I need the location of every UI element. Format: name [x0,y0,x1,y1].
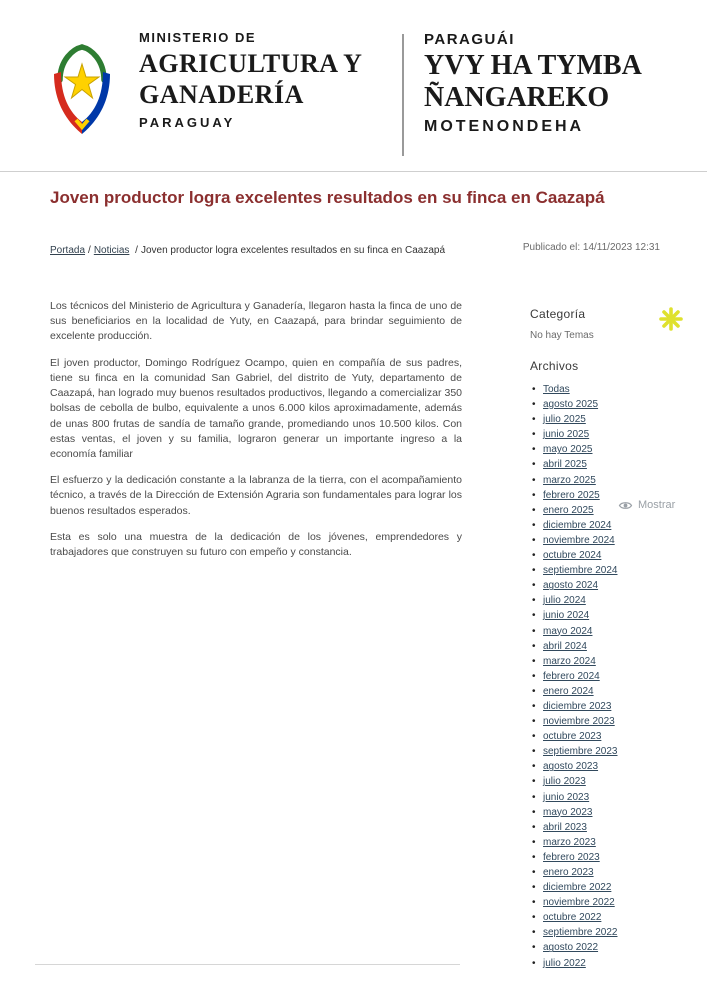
article-paragraph: El joven productor, Domingo Rodríguez Ocampo, quien en compañía de sus padres, tiene su finca en la comunidad San Gabriel, del distrito de Yuty, departamento de Caazapá, han logrado muy buenos resultados productivos, llegando a comercializar 350 bolsas de cebolla de bulbo, equivalente a unos 6.000 kilos aproximadamente, además de unas 800 frutas de sandía de tamaño grande, promediando unos 10.500 kilos. Con estas ventas, el joven y su familia, lograron generar un importante ingreso a la economía familiar [50,356,462,460]
archive-link[interactable]: junio 2024 [543,610,590,622]
article-body [50,299,462,571]
footer-divider [35,964,460,965]
archive-link[interactable]: marzo 2024 [543,655,596,667]
archive-item [530,956,675,971]
archive-link[interactable]: abril 2025 [543,459,587,471]
archive-item [530,910,675,925]
archive-item [530,382,675,397]
starburst-icon [658,306,684,332]
archive-link[interactable]: septiembre 2022 [543,927,618,939]
archive-link[interactable]: julio 2022 [543,957,586,969]
archive-link[interactable]: Todas [543,384,570,395]
archive-item [530,699,675,714]
archive-link[interactable]: abril 2023 [543,821,587,833]
archive-link[interactable]: mayo 2023 [543,806,593,818]
ministry-line4: PARAGUAY [139,115,236,130]
archive-item [530,669,675,684]
archive-item [530,563,675,578]
archive-item [530,473,675,488]
ministry-wordmark-es [139,30,362,130]
archive-link[interactable]: junio 2025 [543,429,590,441]
archive-item [530,744,675,759]
article-paragraph: Esta es solo una muestra de la dedicación de los jóvenes, emprendedores y trabajadores que construyen su futuro con empeño y constancia. [50,530,462,559]
archive-item [530,518,675,533]
archive-link[interactable]: julio 2023 [543,776,586,788]
archive-item [530,729,675,744]
header-vertical-divider [402,34,404,156]
archive-link[interactable]: febrero 2025 [543,489,600,501]
category-empty-text: No hay Temas [530,330,594,341]
archive-link[interactable]: agosto 2022 [543,942,599,954]
archive-link[interactable]: junio 2023 [543,791,590,803]
archive-item [530,774,675,789]
archive-item [530,397,675,412]
mag-paraguay-logo [50,40,114,136]
breadcrumb-link-noticias[interactable]: Noticias [93,245,130,256]
coat-of-arms-icon [50,40,114,136]
archive-item [530,593,675,608]
archive-link[interactable]: marzo 2023 [543,836,596,848]
ministry-line3: GANADERÍA [139,80,304,109]
archive-link[interactable]: agosto 2024 [543,580,599,592]
archive-item [530,578,675,593]
archive-item [530,880,675,895]
breadcrumb-current-label: Joven productor logra excelentes resultados en su finca en Caazapá [140,245,446,256]
archive-link[interactable]: marzo 2025 [543,474,596,486]
archive-item [530,412,675,427]
archive-item [530,639,675,654]
archive-item [530,850,675,865]
sidebar [530,307,675,971]
category-heading: Categoría [530,307,586,321]
archive-link[interactable]: enero 2024 [543,685,594,697]
archive-link[interactable]: febrero 2024 [543,670,600,682]
ministry-gn-line3: ÑANGAREKO [424,82,610,113]
archive-item [530,684,675,699]
archive-item [530,533,675,548]
ministry-gn-line4: MOTENONDEHA [424,118,585,135]
archive-item [530,608,675,623]
breadcrumb-current [132,242,445,259]
archive-item [530,820,675,835]
show-tooltip-label: Mostrar [638,499,676,511]
archive-link[interactable]: julio 2024 [543,595,586,607]
archive-link[interactable]: noviembre 2022 [543,897,615,909]
archive-link[interactable]: abril 2024 [543,640,587,652]
archive-link[interactable]: diciembre 2024 [543,519,612,531]
archive-item [530,940,675,955]
published-date: Publicado el: 14/11/2023 12:31 [522,242,660,253]
breadcrumb-link-portada[interactable]: Portada [50,245,86,256]
archive-item [530,790,675,805]
archive-link[interactable]: octubre 2023 [543,731,602,743]
archive-item [530,805,675,820]
ministry-line1: MINISTERIO DE [139,30,257,45]
archives-heading: Archivos [530,359,579,373]
archive-link[interactable]: octubre 2022 [543,912,602,924]
archive-item [530,442,675,457]
eye-icon [618,500,633,511]
archive-item [530,925,675,940]
page-title: Joven productor logra excelentes resultados en su finca en Caazapá [50,188,605,207]
archive-link[interactable]: agosto 2025 [543,399,599,411]
archive-item [530,895,675,910]
archive-item [530,759,675,774]
breadcrumb-separator: / [88,245,91,256]
archive-item [530,654,675,669]
archive-link[interactable]: febrero 2023 [543,851,600,863]
archive-link[interactable]: diciembre 2023 [543,700,612,712]
archive-item [530,865,675,880]
ministry-gn-line2: YVY HA TYMBA [424,50,642,81]
archive-link[interactable]: diciembre 2022 [543,882,612,894]
archive-link[interactable]: agosto 2023 [543,761,599,773]
archive-link[interactable]: enero 2023 [543,867,594,878]
archive-item [530,457,675,472]
header-divider [0,171,707,172]
archive-link[interactable]: mayo 2024 [543,625,593,637]
article-paragraph: Los técnicos del Ministerio de Agricultura y Ganadería, llegaron hasta la finca de uno de sus beneficiarios en la localidad de Yuty, en Caazapá, para brindar seguimiento de excelente producción. [50,300,462,343]
archive-link[interactable]: mayo 2025 [543,444,593,456]
ministry-line2: AGRICULTURA Y [139,49,363,78]
archive-item [530,835,675,850]
ministry-wordmark-gn [424,31,642,136]
accessibility-widget-icon[interactable] [658,306,684,332]
archive-link[interactable]: octubre 2024 [543,550,602,562]
ministry-gn-line1: PARAGUÁI [424,31,515,48]
breadcrumb-separator: / [135,245,138,256]
archive-link[interactable]: septiembre 2023 [543,746,618,758]
archive-item [530,548,675,563]
archives-list [530,382,675,971]
archive-item [530,427,675,442]
archive-link[interactable]: septiembre 2024 [543,565,618,577]
archive-item [530,714,675,729]
archive-item [530,624,675,639]
archive-link[interactable]: noviembre 2024 [543,534,615,546]
archive-link[interactable]: julio 2025 [543,414,586,426]
archive-link[interactable]: noviembre 2023 [543,716,615,728]
breadcrumb [50,242,470,259]
show-tooltip-button[interactable] [612,496,681,514]
article-paragraph: El esfuerzo y la dedicación constante a la labranza de la tierra, con el acompañamiento técnico, a través de la Dirección de Extensión Agraria son fundamentales para lograr los buenos resultados esperados. [50,474,462,517]
archive-link[interactable]: enero 2025 [543,504,594,516]
